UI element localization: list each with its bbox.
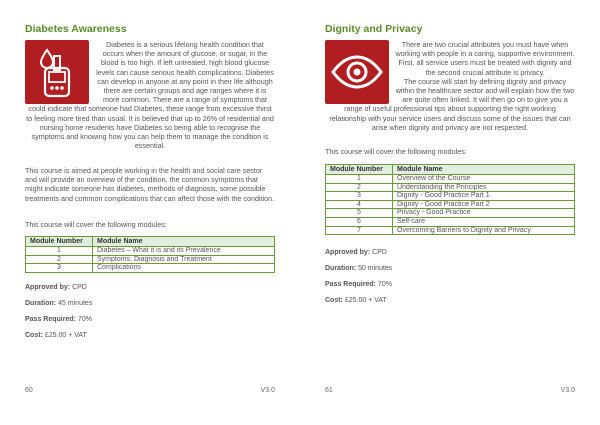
- intro-paragraph: There are two crucial attributes you must have when working with people in a caring, supportive environment. First, all service users must be treated with dignity and the second crucial attribute is privacy.: [395, 40, 575, 77]
- module-name: Self-care: [393, 217, 575, 226]
- table-row: [326, 183, 575, 192]
- table-header-row: [326, 165, 575, 175]
- module-name: Dignity - Good Practice Part 1: [393, 192, 575, 201]
- pass-value: 70%: [377, 281, 392, 288]
- module-name: Diabetes – What it is and its Prevalence: [93, 247, 275, 256]
- duration-value: 45 minutes: [58, 300, 93, 307]
- cost: [325, 297, 387, 304]
- column-header-number: Module Number: [326, 165, 393, 175]
- module-number: 3: [26, 264, 93, 273]
- column-header-name: Module Name: [93, 237, 275, 247]
- modules-intro: This course will cover the following modules:: [25, 220, 167, 229]
- module-number: 4: [326, 200, 393, 209]
- module-name: Overcoming Barriers to Dignity and Privacy: [393, 226, 575, 235]
- module-name: Understanding the Principles: [393, 183, 575, 192]
- table-row: [26, 255, 275, 264]
- intro-paragraph: Diabetes is a serious lifelong health condition that occurs when the amount of glucose, or sugar, in the blood is too high. If left untreated, high blood glucose levels can cause serious health complications. Diabetes can develop in anyone at any point in their life although there are certain groups and age ranges where it is more common. There are a range of symptoms that could indicate that someone had Diabetes, these range from excessive thirst to feeling more tired than usual. It is believed that up to 26% of residential and nursing home residents have Diabetes so being able to recognise the symptoms and knowing how you can help them to manage the condition is essential.: [26, 40, 274, 151]
- duration-label: Duration:: [325, 265, 357, 272]
- pass-value: 70%: [77, 316, 92, 323]
- table-row: [326, 192, 575, 201]
- module-number: 5: [326, 209, 393, 218]
- module-name: Overview of the Course: [393, 175, 575, 184]
- cost-label: Cost:: [25, 332, 43, 339]
- duration-label: Duration:: [25, 300, 57, 307]
- version-label: V3.0: [260, 387, 275, 394]
- column-header-name: Module Name: [393, 165, 575, 175]
- cost-value: £25.00 + VAT: [44, 332, 87, 339]
- pass-required: [325, 281, 392, 288]
- approved-value: CPD: [72, 284, 87, 291]
- cost: [25, 332, 87, 339]
- table-row: [326, 175, 575, 184]
- approved-by: [25, 284, 87, 291]
- duration: [325, 265, 392, 272]
- module-number: 7: [326, 226, 393, 235]
- page-right: [300, 0, 600, 425]
- module-name: Complications: [93, 264, 275, 273]
- approved-label: Approved by:: [325, 249, 371, 256]
- page-number: 61: [325, 387, 333, 394]
- course-title: Diabetes Awareness: [25, 23, 127, 35]
- approved-label: Approved by:: [25, 284, 71, 291]
- intro-text: [25, 40, 275, 150]
- table-row: [326, 209, 575, 218]
- version-label: V3.0: [560, 387, 575, 394]
- module-number: 3: [326, 192, 393, 201]
- table-row: [326, 200, 575, 209]
- pass-required: [25, 316, 92, 323]
- module-name: Dignity - Good Practice Part 2: [393, 200, 575, 209]
- modules-table: [325, 164, 575, 235]
- module-number: 1: [26, 247, 93, 256]
- cost-label: Cost:: [325, 297, 343, 304]
- table-row: [26, 247, 275, 256]
- column-header-number: Module Number: [26, 237, 93, 247]
- table-row: [26, 264, 275, 273]
- module-number: 6: [326, 217, 393, 226]
- table-header-row: [26, 237, 275, 247]
- modules-table: [25, 236, 275, 273]
- table-row: [326, 226, 575, 235]
- intro-text: [325, 40, 575, 132]
- intro-paragraph-2: The course will start by defining dignity and privacy within the healthcare sector and will explain how the two are quite often linked. It will then go on to give you a range of useful professional tips about supporting the right working relationship with your service users and discuss some of the issues that can arise when dignity and privacy are not respected.: [329, 76, 575, 132]
- module-number: 1: [326, 175, 393, 184]
- pass-label: Pass Required:: [25, 316, 76, 323]
- module-number: 2: [326, 183, 393, 192]
- pass-label: Pass Required:: [325, 281, 376, 288]
- duration-value: 50 minutes: [358, 265, 393, 272]
- page-number: 60: [25, 387, 33, 394]
- module-name: Privacy - Good Practice: [393, 209, 575, 218]
- module-name: Symptoms, Diagnosis and Treatment: [93, 255, 275, 264]
- description-paragraph: This course is aimed at people working in the health and social care sector and will provide an overview of the condition, the common symptoms that might indicate someone has diabetes, methods of diagnosis, some possible treatments and common complications that can affect those with the condition.: [25, 166, 275, 203]
- approved-by: [325, 249, 387, 256]
- modules-intro: This course will cover the following modules:: [325, 147, 467, 156]
- module-number: 2: [26, 255, 93, 264]
- approved-value: CPD: [372, 249, 387, 256]
- course-title: Dignity and Privacy: [325, 23, 423, 35]
- duration: [25, 300, 92, 307]
- table-row: [326, 217, 575, 226]
- cost-value: £25.00 + VAT: [344, 297, 387, 304]
